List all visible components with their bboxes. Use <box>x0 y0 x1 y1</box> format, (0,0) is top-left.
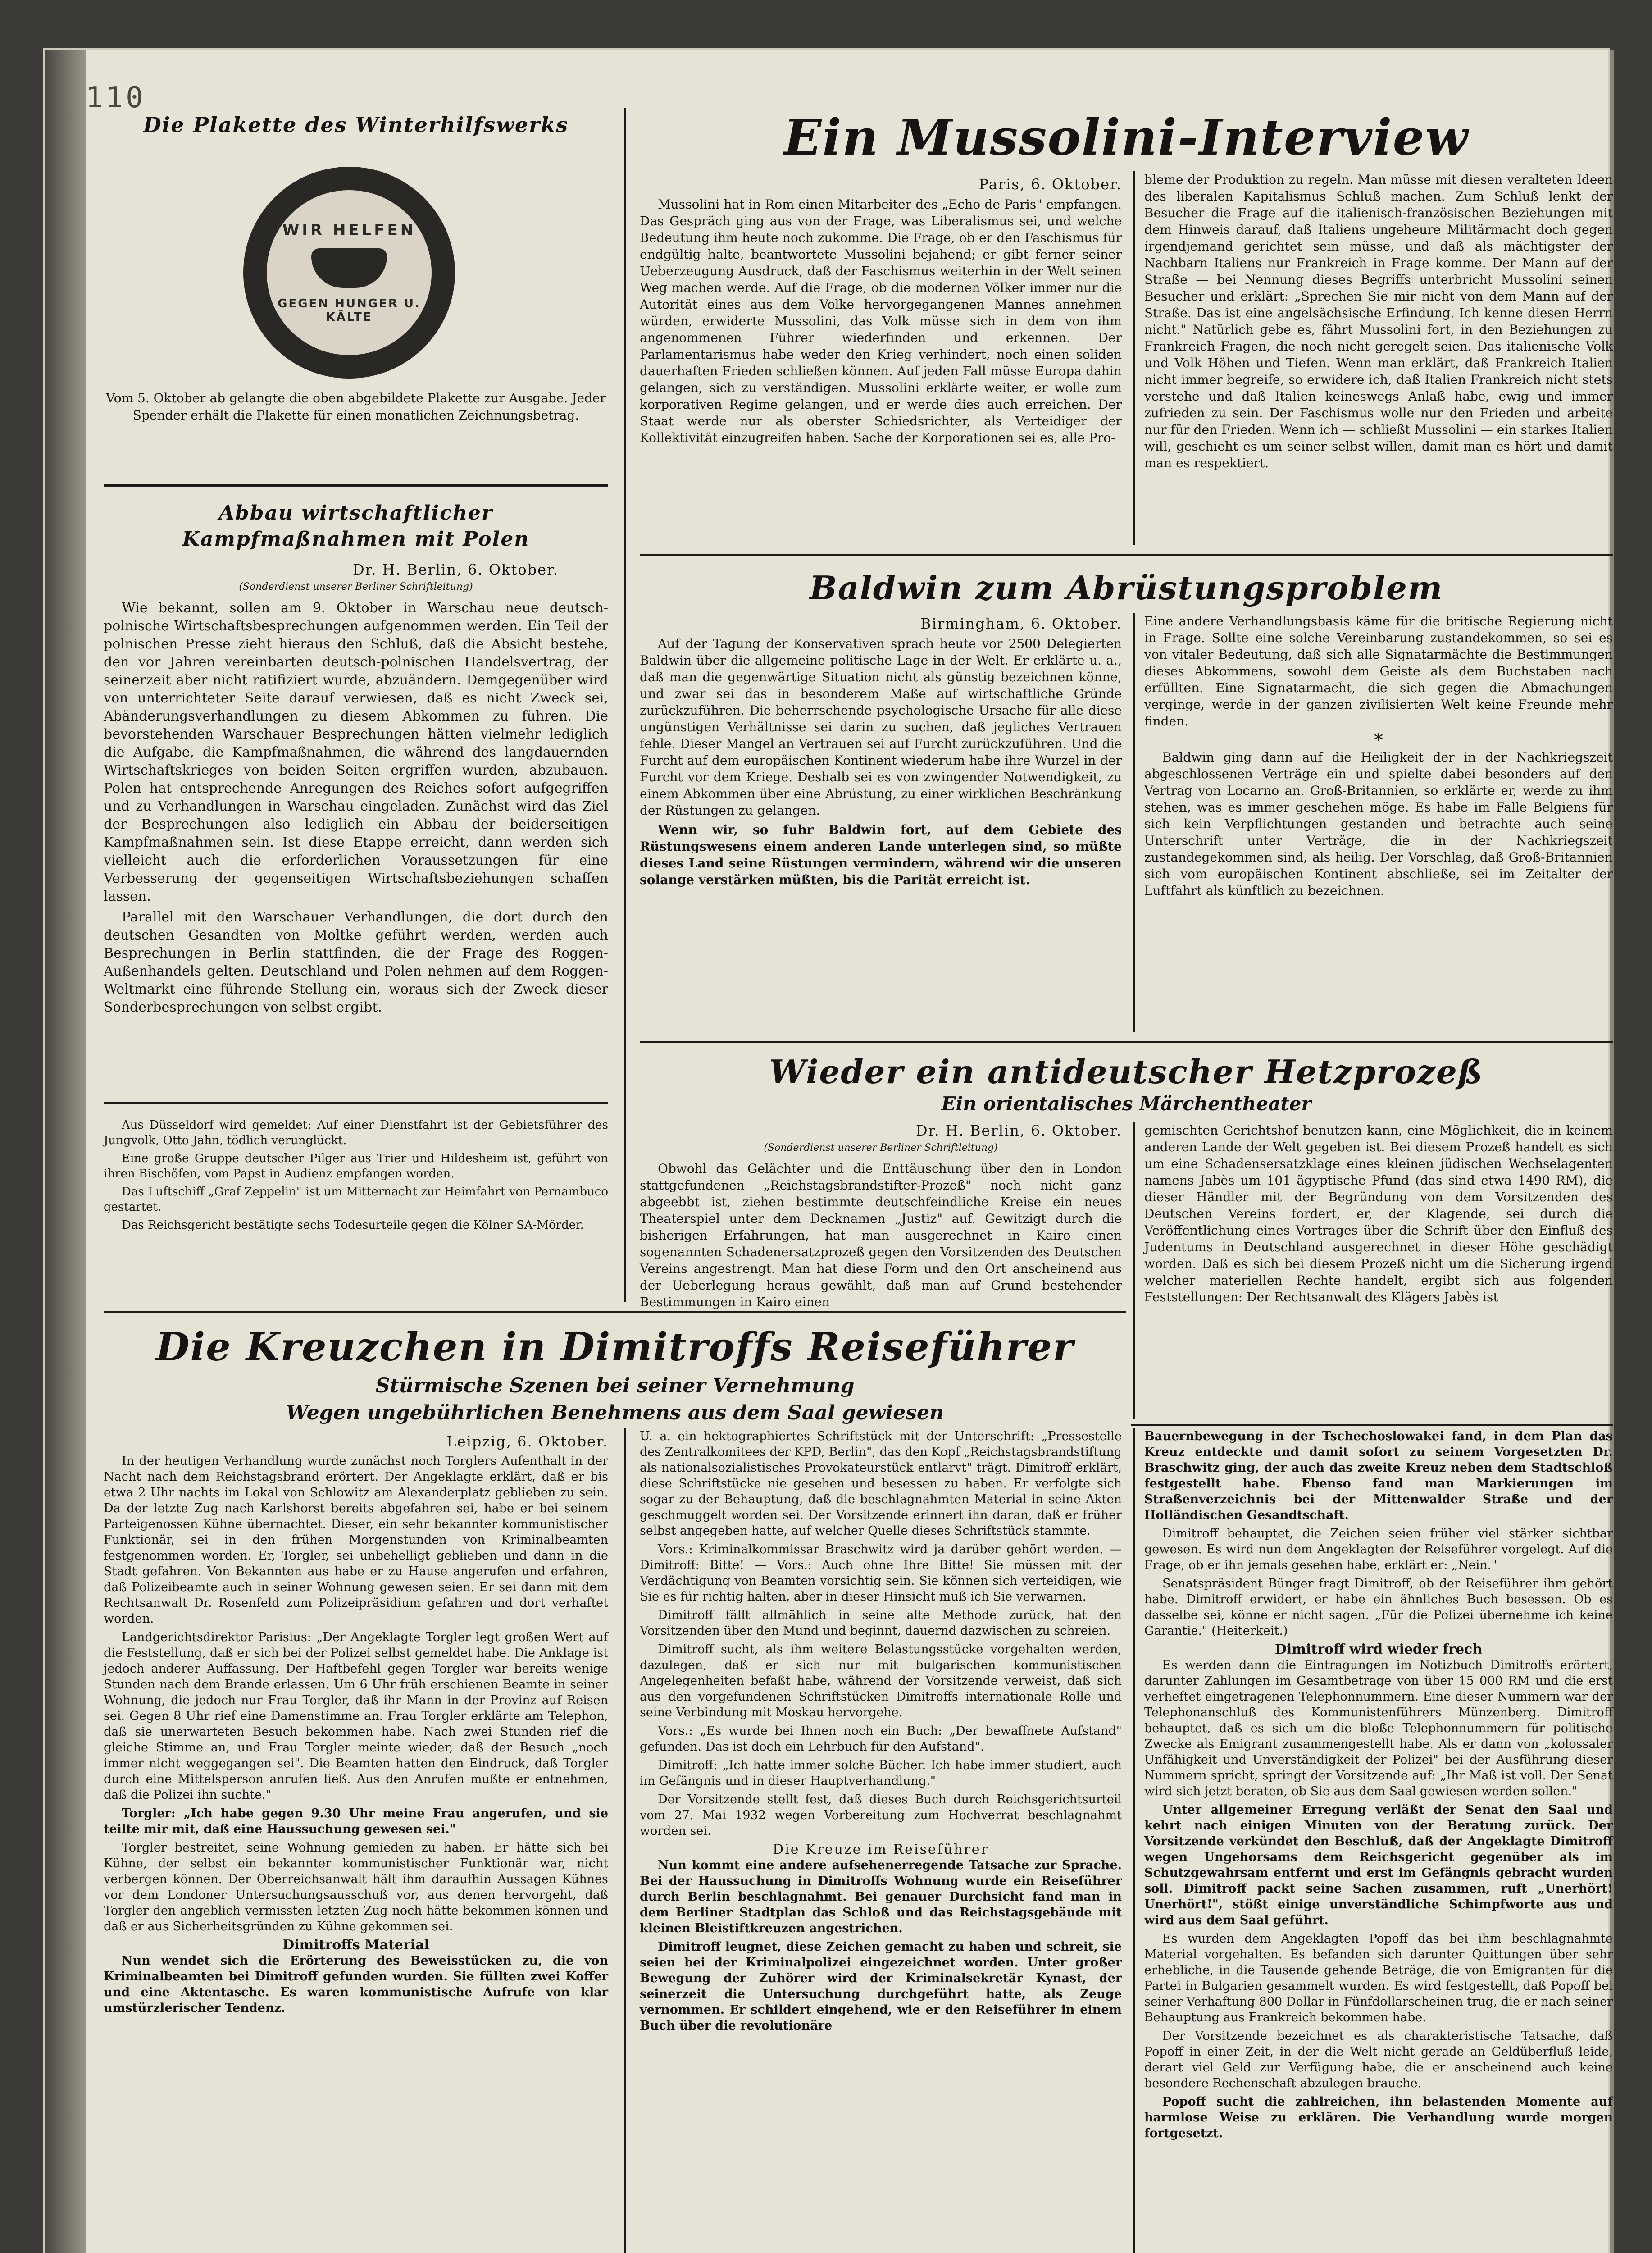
dimitroff-text: Nun kommt eine andere aufsehenerregende Tatsache zur Sprache. Bei der Haussuchung in Dimitroffs Wohnung wurde ein Reiseführer durch Berlin beschlagnahmt. Bei genauer Durchsicht fand man in dem Berliner Stadtplan das Schloß und das Reichstagsgebäude mit kleinen Bleistiftkreuzen angestrichen. <box>640 1858 1122 1935</box>
baldwin-headline: Baldwin zum Abrüstungsproblem <box>809 569 1443 607</box>
dimitroff-col-3 <box>1144 1428 1613 2144</box>
mussolini-headline: Ein Mussolini-Interview <box>783 108 1469 166</box>
dimitroff-text: Es werden dann die Eintragungen im Notizbuch Dimitroffs erörtert, darunter Zahlungen im Gesamtbetrage von über 15 000 RM und die erst verheftet eingetragenen Telephonnummern. Eine dieser Nummern war der Telephonanschluß des Kommunistenführers Münzenberg. Dimitroff behauptet, daß es sich um die bloße Telephonnummern für politische Zwecke als Emigrant zusammengestellt habe. Als er dann von „kolossaler Unfähigkeit und Unverständigkeit der Polizei" bei der Ausführung dieser Nummern spricht, springt der Vorsitzende auf: „Ihr Maß ist voll. Der Senat wird sich jetzt beraten, ob Sie aus dem Saal gewiesen werden sollen." <box>1144 1658 1613 1798</box>
abbau-source: (Sonderdienst unserer Berliner Schriftleitung) <box>239 581 473 593</box>
baldwin-text-4: Baldwin ging dann auf die Heiligkeit der in der Nachkriegszeit abgeschlossenen Verträge ein und spielte dabei besonders auf den Vertrag von Locarno an. Groß-Britannien, so erklärte er, werde zu ihm stehen, was es immer geschehen möge. Es habe im Falle Belgiens für sich kein Verpflichtungen gestanden und betrachte auch seine Unterschrift unter Verträge, die in der Nachkriegszeit zustandegekommen sind, als heilig. Der Vorschlag, daß Groß-Britannien sich vom europäischen Kontinent abschließe, sei im Zeitalter der Luftfahrt als künftlich zu bezeichnen. <box>1144 750 1613 898</box>
dimitroff-text: Der Vorsitzende stellt fest, daß dieses Buch durch Reichsgerichtsurteil vom 27. Mai 1932 wegen Vorbereitung zum Hochverrat beschlagnahmt worden sei. <box>640 1792 1122 1838</box>
hetzprozess-source: (Sonderdienst unserer Berliner Schriftleitung) <box>764 1142 998 1154</box>
dimitroff-section-head: Die Kreuze im Reiseführer <box>773 1842 989 1857</box>
badge-caption: Vom 5. Oktober ab gelangte die oben abgebildete Plakette zur Ausgabe. Jeder Spender erhält die Plakette für einen monatlichen Zeichnungsbetrag. <box>106 391 606 423</box>
news-briefs <box>104 1117 608 1236</box>
dimitroff-text: Nun wendet sich die Erörterung des Beweisstücken zu, die von Kriminalbeamten bei Dimitroff gefunden wurden. Sie füllten zwei Koffer und eine Aktentasche. Es waren kommunistische Aufrufe von klar umstürzlerischer Tendenz. <box>104 1954 608 2015</box>
column-rule <box>1133 1428 1135 2253</box>
abbau-paragraph-1: Wie bekannt, sollen am 9. Oktober in Warschau neue deutsch-polnische Wirtschaftsbesprechungen aufgenommen werden. Ein Teil der polnischen Presse zieht hieraus den Schluß, daß die Absicht bestehe, den vor Jahren vereinbarten deutsch-polnischen Handelsvertrag, der seinerzeit aber nicht ratifiziert wurde, abzuändern. Demgegenüber wird von unterrichteter Seite darauf verwiesen, daß es nicht Zweck sei, Abänderungsverhandlungen zu diesem Abkommen zu führen. Die bevorstehenden Warschauer Besprechungen hätten vielmehr lediglich die Aufgabe, die Kampfmaßnahmen, die während des langdauernden Wirtschaftskrieges von beiden Seiten ergriffen wurden, abzubauen. Polen hat entsprechende Anregungen des Reiches sofort aufgegriffen und zu Verhandlungen in Warschau eingeladen. Zunächst wird das Ziel der Besprechungen also lediglich ein Abbau der beiderseitigen Kampfmaßnahmen sein. Ist diese Etappe erreicht, dann werden sich vielleicht auch die erforderlichen Voraussetzungen für eine Verbesserung der gegenseitigen Wirtschaftsbeziehungen schaffen lassen. <box>104 600 608 904</box>
baldwin-text-3: Eine andere Verhandlungsbasis käme für die britische Regierung nicht in Frage. Sollte eine solche Vereinbarung zustandekommen, so sei es von vitaler Bedeutung, daß sich alle Signatarmächte die Bestimmungen dieses Abkommens, sowohl dem Geiste als dem Buchstaben nach erfüllten. Eine Signatarmacht, die sich gegen die Abmachungen verginge, werde in der ganzen zivilisierten Welt keine Freunde mehr finden. <box>1144 614 1613 729</box>
hetzprozess-subheadline: Ein orientalisches Märchentheater <box>941 1093 1311 1115</box>
abbau-paragraph-2: Parallel mit den Warschauer Verhandlungen, die dort durch den deutschen Gesandten von Moltke geführt werden, werden auch Besprechungen in Berlin stattfinden, die der Frage des Roggen-Außenhandels gelten. Deutschland und Polen nehmen auf dem Roggen-Weltmarkt eine führende Stellung ein, woraus sich der Zweck dieser Sonderbesprechungen von selbst ergibt. <box>104 909 608 1015</box>
divider <box>104 1102 608 1104</box>
baldwin-text-2: Wenn wir, so fuhr Baldwin fort, auf dem Gebiete des Rüstungswesens einem anderen Lande unterlegen sind, so müßte dieses Land seine Rüstungen vermindern, während wir die unseren solange verstärken müßten, bis die Parität erreicht ist. <box>640 822 1122 887</box>
dimitroff-headline: Die Kreuzchen in Dimitroffs Reiseführer <box>155 1324 1074 1370</box>
hetzprozess-col-2 <box>1144 1122 1613 1308</box>
dimitroff-text: Popoff sucht die zahlreichen, ihn belastenden Momente auf harmlose Weise zu erklären. Die Verhandlung wurde morgen fortgesetzt. <box>1144 2095 1613 2140</box>
abbau-headline: Abbau wirtschaftlicher Kampfmaßnahmen mit Polen <box>182 502 530 551</box>
dimitroff-text: Der Vorsitzende bezeichnet es als charakteristische Tatsache, daß Popoff in einer Zeit, in der die Welt nicht gerade an Geldüberfluß leide, derart viel Geld zur Verfügung habe, die er anscheinend auch keine besondere Rechenschaft abzulegen brauche. <box>1144 2029 1613 2090</box>
dimitroff-text: Dimitroff: „Ich hatte immer solche Bücher. Ich habe immer studiert, auch im Gefängnis und in dieser Hauptverhandlung." <box>640 1758 1122 1788</box>
brief-item: Aus Düsseldorf wird gemeldet: Auf einer Dienstfahrt ist der Gebietsführer des Jungvolk, Otto Jahn, tödlich verunglückt. <box>104 1118 608 1147</box>
dimitroff-section-head: Dimitroff wird wieder frech <box>1274 1642 1483 1657</box>
dimitroff-text: Torgler: „Ich habe gegen 9.30 Uhr meine Frau angerufen, und sie teilte mir mit, daß eine Haussuchung gewesen sei." <box>104 1806 608 1836</box>
badge-heading: Die Plakette des Winterhilfswerks <box>143 113 569 137</box>
mussolini-text-1: Mussolini hat in Rom einen Mitarbeiter des „Echo de Paris" empfangen. Das Gespräch ging aus von der Frage, was Liberalismus sei, und welche Bedeutung ihm heute noch zukomme. Die Frage, ob er den Faschismus für endgültig halte, beantwortete Mussolini bejahend; er gibt ferner seiner Ueberzeugung Ausdruck, daß der Faschismus weiterhin in der Welt seinen Weg machen werde. Auf die Frage, ob die modernen Völker immer nur die Autorität eines aus dem Volke hervorgegangenen Mannes annehmen würden, erwiderte Mussolini, das Volk müsse sich in dem von ihm angenommenen Führer wiederfinden und erkennen. Der Parlamentarismus habe weder den Krieg verhindert, noch einen soliden dauerhaften Frieden schließen können. Auf jeden Fall müsse Europa dahin gelangen, sich zu verständigen. Mussolini erklärte weiter, er wolle zum korporativen Regime gelangen, und er werde dies auch erreichen. Der Staat werde nur als oberster Schiedsrichter, als Verteidiger der Kollektivität einzugreifen haben. Sache der Korporationen sei es, alle Pro- <box>640 197 1122 445</box>
column-rule <box>1133 613 1135 1032</box>
page-content <box>95 95 1626 2253</box>
abbau-body <box>104 599 608 1019</box>
dimitroff-text: Unter allgemeiner Erregung verläßt der Senat den Saal und kehrt nach einigen Minuten von der Beratung zurück. Der Vorsitzende verkündet den Beschluß, daß der Angeklagte Dimitroff wegen Ungehorsams dem Reichsgericht gegenüber als im Schutzgewahrsam entfernt und erst im Gefängnis gebracht wurden soll. Dimitroff packt seine Sachen zusammen, ruft „Unerhört! Unerhört!", stößt einige unverständliche Schimpfworte aus und wird aus dem Saal geführt. <box>1144 1803 1613 1927</box>
pot-icon <box>311 248 387 288</box>
column-rule <box>624 1428 626 2253</box>
dimitroff-text: Vors.: „Es wurde bei Ihnen noch ein Buch: „Der bewaffnete Aufstand" gefunden. Das ist doch ein Lehrbuch für den Aufstand". <box>640 1724 1122 1754</box>
dimitroff-text: Senatspräsident Bünger fragt Dimitroff, ob der Reiseführer ihm gehört habe. Dimitroff erwidert, er habe ein ähnliches Buch besessen. Ob es dasselbe sei, könne er nicht sagen. „Für die Polizei übernehme ich keine Garantie." (Heiterkeit.) <box>1144 1577 1613 1638</box>
column-rule <box>1133 1122 1135 1419</box>
dimitroff-text: Dimitroff sucht, als ihm weitere Belastungsstücke vorgehalten werden, dazulegen, daß er sich nur mit bulgarischen kommunistischen Angelegenheiten befaßt habe, während der Vorsitzende verweist, daß sich aus den vorgefundenen Schriftstücken Dimitroffs internationale Rolle und seine Verbindung mit Moskau hervorgehe. <box>640 1642 1122 1719</box>
dimitroff-text: Torgler bestreitet, seine Wohnung gemieden zu haben. Er hätte sich bei Kühne, der selbst ein bekannter kommunistischer Funktionär war, nicht verbergen können. Der Oberreichsanwalt hält ihm daraufhin Aussagen Kühnes vor dem Londoner Untersuchungsausschuß vor, aus denen hervorgeht, daß Torgler den angeblich vermissten letzten Zug noch hätte bekommen können und daß er aus Sicherheitsgründen zu Kühne gekommen sei. <box>104 1841 608 1934</box>
folio-number: 110 <box>86 81 146 114</box>
dimitroff-subheadline-1: Stürmische Szenen bei seiner Vernehmung <box>375 1374 855 1397</box>
dimitroff-text: Vors.: Kriminalkommissar Braschwitz wird ja darüber gehört werden. — Dimitroff: Bitte! — Vors.: Auch ohne Ihre Bitte! Sie müssen mit der Verdächtigung von Beamten vorsichtig sein. Sie können sich verteidigen, wie Sie es für richtig halten, aber in dieser Hinsicht muß ich Sie verwarnen. <box>640 1542 1122 1604</box>
hetzprozess-dateline: Dr. H. Berlin, 6. Oktober. <box>915 1122 1122 1139</box>
mussolini-text-2: bleme der Produktion zu regeln. Man müsse mit diesen veralteten Ideen des liberalen Kapitalismus Schluß machen. Zum Schluß lenkt der Besucher die Frage auf die italienisch-französischen Beziehungen mit dem Hinweis darauf, daß Italiens ungeheure Militärmacht doch gegen irgendjemand gerichtet sein müsse, und daß als mächtigster der Nachbarn Italiens nur Frankreich in Frage komme. Der Mann auf der Straße — bei Nennung dieses Begriffs unterbricht Mussolini seinen Besucher und erklärt: „Sprechen Sie mir nicht von dem Mann auf der Straße. Das ist eine angelsächsische Erfindung. Ich kenne diesen Herrn nicht." Natürlich gebe es, fährt Mussolini fort, in den Beziehungen zu Frankreich Fragen, die noch nicht geregelt seien. Das italienische Volk und Volk Höhen und Tiefen. Wenn man erklärt, daß Frankreich Italien nicht immer begreife, so erwidere ich, daß Italien Frankreich nicht stets verstehe und daß Italien keineswegs Anlaß habe, ewig und immer zufrieden zu sein. Der Faschismus wolle nur den Frieden und arbeite nur für den Frieden. Wenn ich — schließt Mussolini — ein starkes Italien will, geschieht es um seiner selbst willen, damit man es hört und damit man es respektiert. <box>1144 172 1613 470</box>
dimitroff-subheadline-2: Wegen ungebührlichen Benehmens aus dem Saal gewiesen <box>286 1401 944 1424</box>
section-star: * <box>1374 730 1383 751</box>
dimitroff-text: U. a. ein hektographiertes Schriftstück mit der Unterschrift: „Pressestelle des Zentralkomitees der KPD, Berlin", das den Kopf „Reichstagsbrandstiftung als nationalsozialistisches Provokateurstück entlarvt" trägt. Dimitroff erklärt, diese Schriftstücke nie gesehen und besessen zu haben. Er verfolgte sich sogar zu der Behauptung, daß die beschlagnahmten Material in seine Akten geschmuggelt worden sei. Der Vorsitzende erinnert ihn daran, daß er früher selbst angegeben hatte, auf welcher Quelle dieses Schriftstück stammte. <box>640 1429 1122 1538</box>
divider <box>1131 1424 1613 1426</box>
dimitroff-text: Dimitroff behauptet, die Zeichen seien früher viel stärker sichtbar gewesen. Es wird nun dem Angeklagten der Reiseführer vorgelegt. Auf die Frage, ob er ihn jemals gesehen habe, erklärt er: „Nein." <box>1144 1527 1613 1572</box>
binding-spine <box>45 50 86 2253</box>
badge-face <box>267 190 432 356</box>
dimitroff-text: Es wurden dem Angeklagten Popoff das bei ihm beschlagnahmte Material vorgehalten. Es befanden sich darunter Quittungen über sehr erhebliche, in die Tausende gehende Beträge, die von Emigranten für die Partei in Bulgarien gesammelt wurden. Es wird festgestellt, daß Popoff bei seiner Verhaftung 800 Dollar in Fünfdollarscheinen trug, die er nach seiner Behauptung aus Frankreich bekommen habe. <box>1144 1932 1613 2025</box>
mussolini-dateline: Paris, 6. Oktober. <box>978 176 1122 193</box>
divider <box>640 1041 1613 1043</box>
baldwin-col-1 <box>640 635 1122 891</box>
dimitroff-text: Dimitroff fällt allmählich in seine alte Methode zurück, hat den Vorsitzenden über den Mund und beginnt, dauernd dazwischen zu schreien. <box>640 1608 1122 1638</box>
hetzprozess-col-1 <box>640 1160 1122 1313</box>
mussolini-col-2 <box>1144 171 1613 474</box>
baldwin-dateline: Birmingham, 6. Oktober. <box>920 615 1122 632</box>
badge-ring-top: WIR HELFEN <box>282 221 416 240</box>
baldwin-col-2 <box>1144 613 1613 902</box>
brief-item: Das Reichsgericht bestätigte sechs Todesurteile gegen die Kölner SA-Mörder. <box>122 1218 584 1232</box>
badge-ring-bottom: GEGEN HUNGER U. KÄLTE <box>278 296 421 324</box>
column-rule <box>624 108 626 1302</box>
dimitroff-text: Landgerichtsdirektor Parisius: „Der Angeklagte Torgler legt großen Wert auf die Feststellung, daß er sich bei der Polizei selbst gemeldet habe. Die Anklage ist jedoch anderer Auffassung. Der Haftbefehl gegen Torgler war bereits wenige Stunden nach dem Brande erlassen. Um 6 Uhr früh erschienen Beamte in seiner Wohnung, die jedoch nur Frau Torgler, daß ihr Mann in der Provinz auf Reisen sei. Gegen 8 Uhr rief eine Damenstimme an. Frau Torgler erklärte am Telephon, daß sie unerwarteten Besuch bekommen habe. Nach zwei Stunden rief die gleiche Stimme an, und Frau Torgler meinte wieder, daß der Besuch „noch immer nicht weggegangen sei". Die Beamten hatten den Eindruck, daß Torgler durch eine Mittelsperson anrufen ließ. Aus den Anrufen mußte er entnehmen, daß die Polizei ihn suchte." <box>104 1630 608 1802</box>
divider <box>104 484 608 487</box>
brief-item: Eine große Gruppe deutscher Pilger aus Trier und Hildesheim ist, geführt von ihren Bischöfen, vom Papst in Audienz empfangen worden. <box>104 1152 608 1181</box>
dimitroff-section-head: Dimitroffs Material <box>282 1937 429 1953</box>
dimitroff-col-2 <box>640 1428 1122 2036</box>
column-rule <box>1133 171 1135 545</box>
brief-item: Das Luftschiff „Graf Zeppelin" ist um Mitternacht zur Heimfahrt von Pernambuco gestartet. <box>104 1185 608 1214</box>
divider <box>104 1311 1126 1313</box>
dimitroff-col-1 <box>104 1453 608 2019</box>
divider <box>640 554 1613 556</box>
dimitroff-dateline: Leipzig, 6. Oktober. <box>446 1433 608 1450</box>
dimitroff-text: Bauernbewegung in der Tschechoslowakei fand, in dem Plan das Kreuz entdeckte und damit sofort zu seinem Vorgesetzten Dr. Braschwitz ging, der auch das zweite Kreuz neben dem Stadtschloß festgestellt habe. Ebenso fand man Markierungen im Straßenverzeichnis bei der Mittenwalder Straße und der Holländischen Gesandtschaft. <box>1144 1429 1613 1522</box>
mussolini-col-1 <box>640 196 1122 449</box>
dimitroff-text: In der heutigen Verhandlung wurde zunächst noch Torglers Aufenthalt in der Nacht nach dem Reichstagsbrand erörtert. Der Angeklagte erklärt, daß er bis etwa 2 Uhr nachts im Lokal von Schlowitz am Alexanderplatz geblieben zu sein. Da der letzte Zug nach Karlshorst bereits abgefahren sei, habe er bei seinem Parteigenossen Kühne übernachtet. Dieser, ein sehr bekannter kommunistischer Funktionär, sei in den frühen Morgenstunden von Kriminalbeamten festgenommen worden. Er, Torgler, sei unbehelligt geblieben und dann in die Stadt gefahren. Von Bekannten aus habe er zu Hause angerufen und erfahren, daß Polizeibeamte auch in seiner Wohnung gewesen seien. Er sei dann mit dem Rechtsanwalt Dr. Rosenfeld zum Polizeipräsidium gefahren und dort verhaftet worden. <box>104 1454 608 1626</box>
winterhilfswerk-badge-image <box>243 167 455 379</box>
abbau-dateline: Dr. H. Berlin, 6. Oktober. <box>352 561 559 578</box>
dimitroff-text: Dimitroff leugnet, diese Zeichen gemacht zu haben und schreit, sie seien bei der Kriminalpolizei eingezeichnet worden. Unter großer Bewegung der Zuhörer wird der Kriminalsekretär Kynast, der seinerzeit die Untersuchung durchgeführt hatte, als Zeuge vernommen. Er schildert eingehend, wie er den Reiseführer in einem Buch über die revolutionäre <box>640 1940 1122 2033</box>
hetzprozess-text-1: Obwohl das Gelächter und die Enttäuschung über den in London stattgefundenen „Reichstagsbrandstifter-Prozeß" noch nicht ganz abgeebbt ist, ziehen bestimmte deutschfeindliche Kreise ein neues Theaterspiel unter dem Decknamen „Justiz" auf. Gewitzigt durch die bisherigen Erfahrungen, hat man ausgerechnet in Kairo einen sogenannten Schadenersatzprozeß gegen den Vorsitzenden des Deutschen Vereins angestrengt. Man hat diese Form und den Ort anscheinend aus der Ueberlegung heraus gewählt, daß man auf Grund bestehender Bestimmungen in Kairo einen <box>640 1161 1122 1309</box>
hetzprozess-headline: Wieder ein antideutscher Hetzprozeß <box>769 1053 1484 1091</box>
hetzprozess-text-2: gemischten Gerichtshof benutzen kann, eine Möglichkeit, die in keinem anderen Lande der Welt gegeben ist. Bei diesem Prozeß handelt es sich um eine Schadensersatzklage eines kleinen jüdischen Wechselagenten namens Jabès um 101 ägyptische Pfund (das sind etwa 1490 RM), die dieser Händler mit der Begründung von dem Vorsitzenden des Deutschen Vereins fordert, er, der Klagende, sei durch die Veröffentlichung eines Vortrages über die Schrift über den Einfluß des Judentums in Deutschland ausgerechnet in dieser Höhe geschädigt worden. Daß es sich bei diesem Prozeß nicht um die Sicherung irgend welcher materiellen Rechte handelt, ergibt sich aus folgenden Feststellungen: Der Rechtsanwalt des Klägers Jabès ist <box>1144 1123 1613 1304</box>
baldwin-text-1: Auf der Tagung der Konservativen sprach heute vor 2500 Delegierten Baldwin über die allgemeine politische Lage in der Welt. Er erklärte u. a., daß man die gegenwärtige Situation nicht als günstig bezeichnen könne, und zwar sei das in besonderem Maße auf wirtschaftliche Gründe zurückzuführen. Die beherrschende psychologische Ursache für alle diese ungünstigen Verhältnisse sei darin zu suchen, daß jegliches Vertrauen fehle. Dieser Mangel an Vertrauen sei auf Furcht zurückzuführen. Und die Furcht auf dem europäischen Kontinent wiederum habe ihre Wurzel in der Furcht vor dem Kriege. Deshalb sei es von zwingender Notwendigkeit, zu einem Abkommen über eine Abrüstung, zu einer wirklichen Beschränkung der Rüstungen zu gelangen. <box>640 636 1122 818</box>
